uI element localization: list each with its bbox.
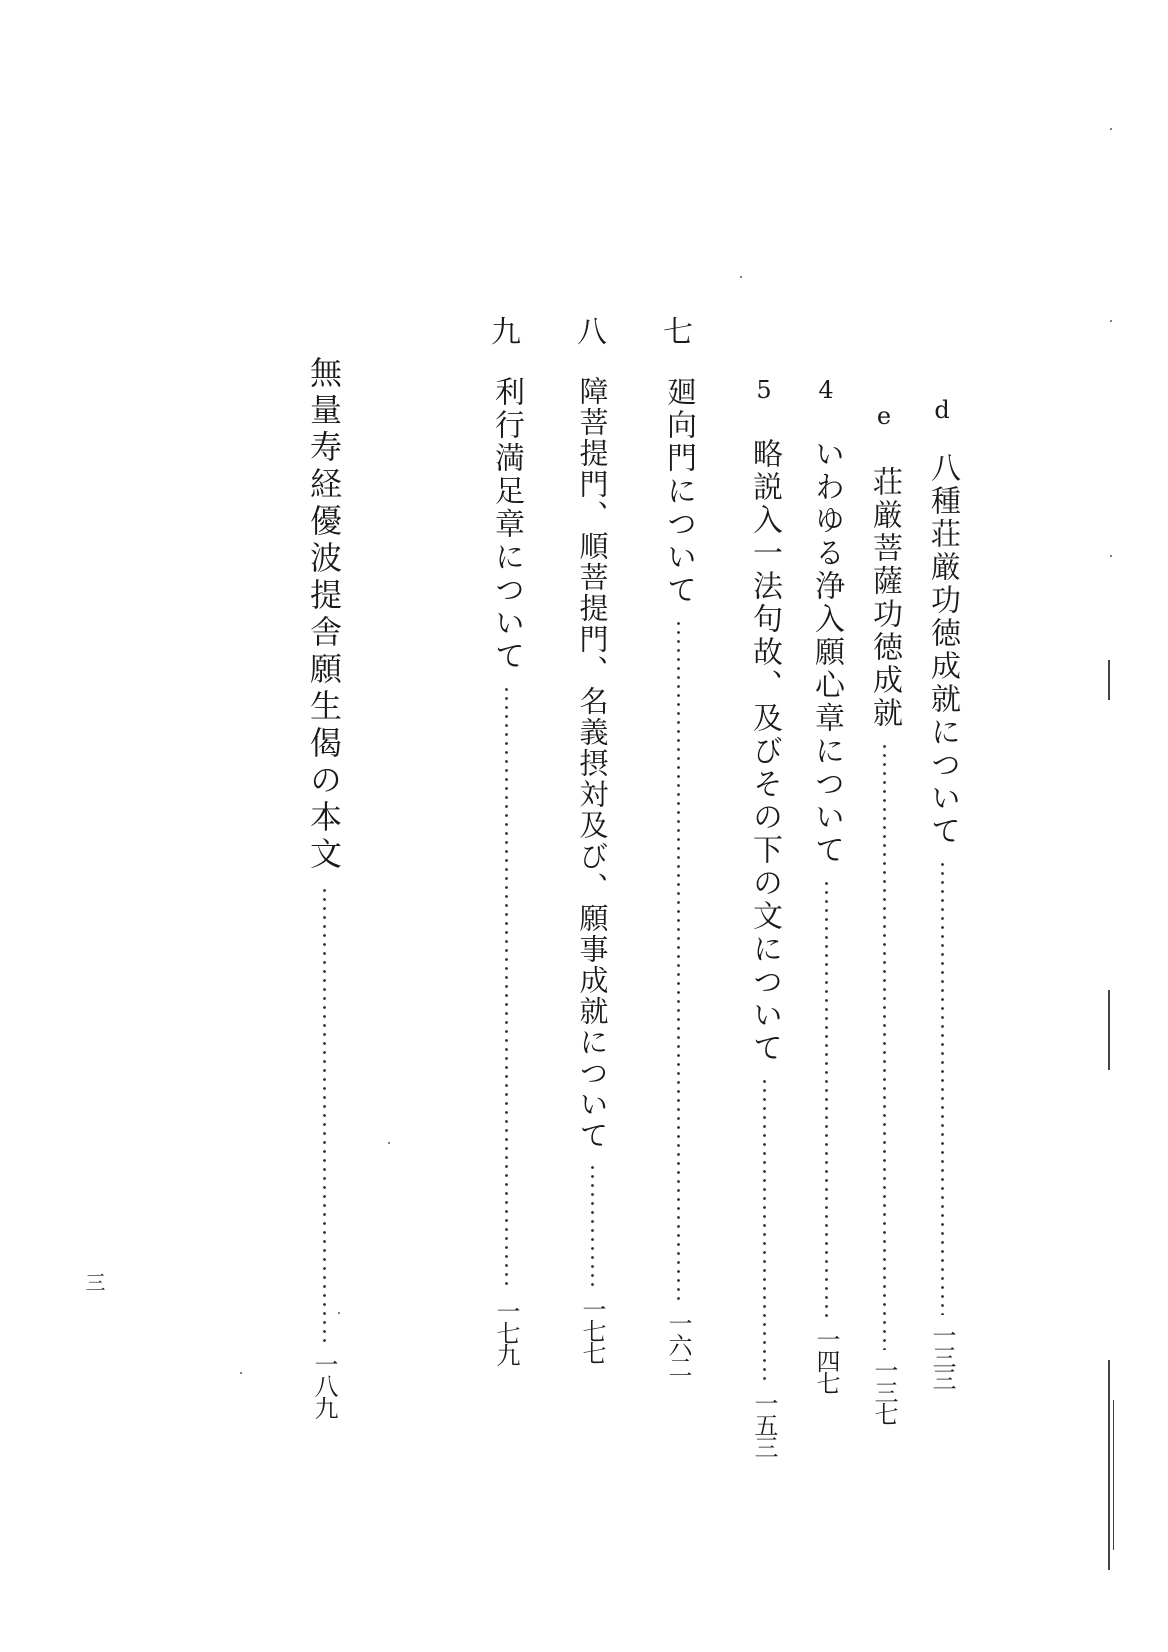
folio-page-number: 三 — [82, 1272, 106, 1292]
scan-edge-mark — [1108, 1360, 1110, 1570]
scan-edge-mark — [1108, 660, 1110, 700]
entry-page-number: 一三三 — [928, 1323, 956, 1389]
leader-dots — [883, 742, 886, 1350]
entry-page-number: 一五三 — [750, 1391, 778, 1457]
leader-dots — [763, 1077, 766, 1383]
leader-dots — [505, 685, 508, 1291]
toc-entry — [804, 378, 848, 1393]
toc-entry — [920, 398, 964, 1389]
leader-dots — [591, 1163, 594, 1289]
leader-dots — [941, 860, 944, 1315]
entry-title: 障菩提門、順菩提門、名義摂対及び、願事成就について — [575, 376, 610, 1151]
toc-entry — [484, 315, 528, 1365]
scan-speck — [1110, 128, 1112, 130]
entry-title: 無量寿経優波提舎願生偈の本文 — [305, 356, 343, 874]
entry-page-number: 一七九 — [492, 1299, 520, 1365]
scan-edge-mark — [1108, 990, 1110, 1070]
toc-entry — [570, 315, 614, 1363]
entry-marker: 七 — [663, 315, 693, 350]
scan-speck — [1110, 555, 1112, 557]
entry-title: 略説入一法句故、及びその下の文について — [747, 438, 782, 1065]
entry-page-number: 一六二 — [664, 1311, 692, 1377]
leader-dots — [825, 879, 828, 1319]
entry-marker: d — [934, 396, 950, 424]
scan-speck — [338, 1312, 340, 1314]
entry-title: いわゆる浄入願心章について — [809, 438, 844, 867]
entry-page-number: 一七七 — [578, 1297, 606, 1363]
entry-title: 八種荘厳功徳成就について — [925, 452, 960, 848]
scan-edge-mark — [1113, 1400, 1114, 1550]
toc-entry — [302, 356, 346, 1418]
leader-dots — [677, 619, 680, 1303]
entry-title: 廻向門について — [661, 376, 696, 607]
toc-entry — [742, 378, 786, 1457]
scan-speck — [388, 1142, 390, 1144]
entry-page-number: 一四七 — [812, 1327, 840, 1393]
entry-marker: 5 — [756, 376, 772, 404]
entry-title: 利行満足章について — [489, 376, 524, 673]
entry-marker: 九 — [491, 315, 521, 350]
entry-marker: 八 — [577, 315, 607, 350]
entry-title: 荘厳菩薩功徳成就 — [867, 466, 902, 730]
entry-marker: e — [876, 402, 892, 430]
entry-page-number: 一三七 — [870, 1358, 898, 1424]
leader-dots — [323, 886, 326, 1344]
scan-speck — [1110, 320, 1112, 322]
entry-page-number: 一八九 — [310, 1352, 338, 1418]
toc-entry — [656, 315, 700, 1377]
scan-speck — [240, 1372, 242, 1374]
toc-entry — [862, 404, 906, 1424]
scan-speck — [740, 276, 742, 278]
entry-marker: 4 — [818, 376, 834, 404]
